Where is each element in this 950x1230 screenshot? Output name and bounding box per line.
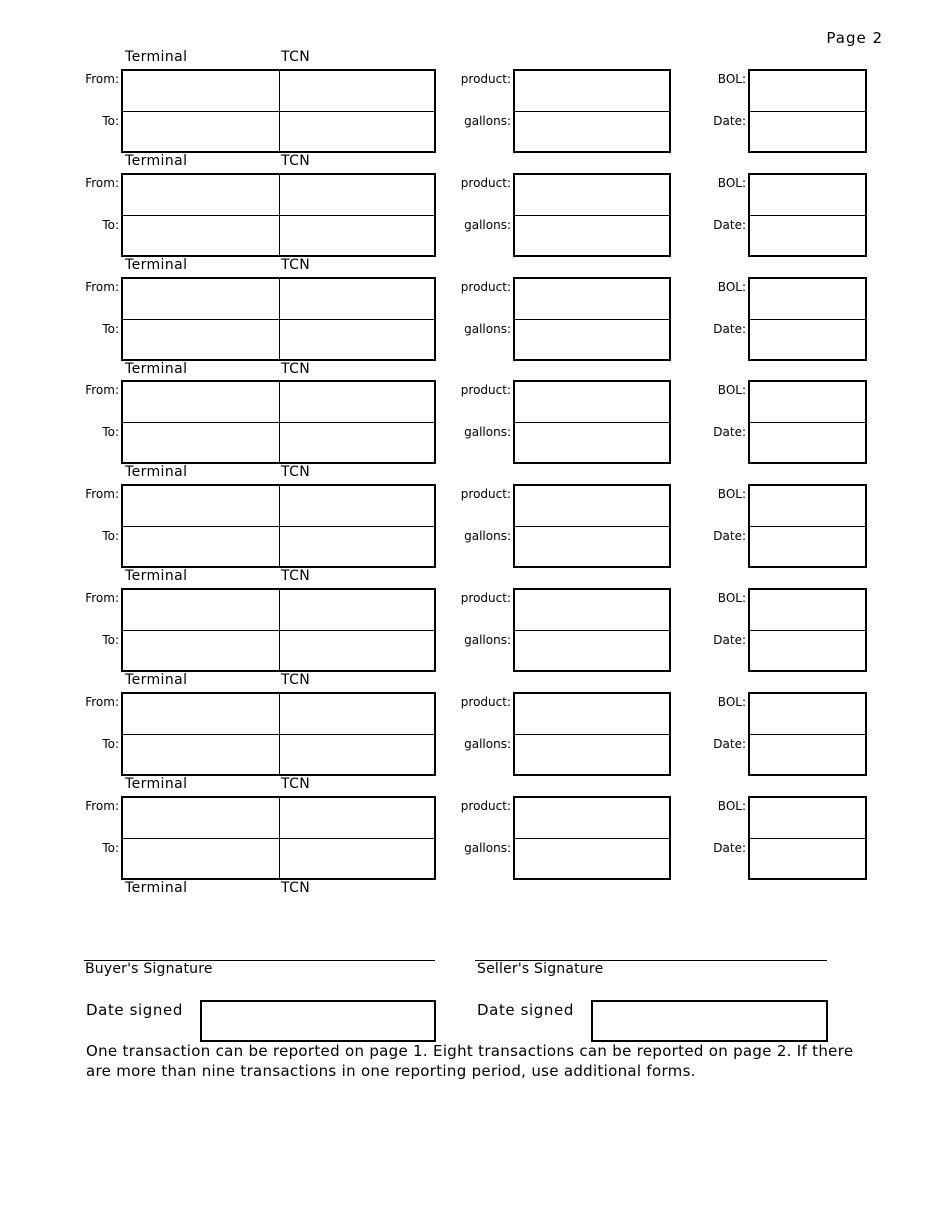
date-label: Date:	[713, 425, 746, 439]
to-terminal-field[interactable]	[123, 839, 277, 877]
to-tcn-field[interactable]	[280, 735, 434, 773]
product-field[interactable]	[515, 175, 669, 213]
product-label: product:	[460, 695, 511, 709]
tcn-column-header: TCN	[281, 776, 311, 792]
product-label: product:	[460, 383, 511, 397]
to-label: To:	[102, 633, 119, 647]
seller-date-signed-label: Date signed	[477, 1001, 574, 1019]
from-terminal-field[interactable]	[123, 279, 277, 317]
bol-label: BOL:	[717, 591, 746, 605]
gallons-field[interactable]	[515, 216, 669, 254]
product-field[interactable]	[515, 798, 669, 836]
from-label: From:	[85, 72, 119, 86]
tcn-column-header: TCN	[281, 361, 311, 377]
product-label: product:	[460, 176, 511, 190]
to-label: To:	[102, 322, 119, 336]
tcn-column-header: TCN	[281, 153, 311, 169]
date-label: Date:	[713, 529, 746, 543]
tcn-column-header: TCN	[281, 672, 311, 688]
date-field[interactable]	[750, 631, 865, 669]
page-number: Page 2	[826, 29, 883, 47]
terminal-column-header: Terminal	[125, 257, 188, 273]
to-label: To:	[102, 529, 119, 543]
from-terminal-field[interactable]	[123, 486, 277, 524]
seller-date-signed-field[interactable]	[591, 1000, 828, 1042]
bol-field[interactable]	[750, 175, 865, 213]
date-label: Date:	[713, 737, 746, 751]
from-terminal-field[interactable]	[123, 71, 277, 109]
gallons-field[interactable]	[515, 735, 669, 773]
to-tcn-field[interactable]	[280, 112, 434, 150]
to-terminal-field[interactable]	[123, 735, 277, 773]
bol-label: BOL:	[717, 487, 746, 501]
bol-field[interactable]	[750, 798, 865, 836]
seller-signature-label: Seller's Signature	[477, 961, 604, 977]
bol-label: BOL:	[717, 383, 746, 397]
product-label: product:	[460, 799, 511, 813]
product-field[interactable]	[515, 486, 669, 524]
from-terminal-field[interactable]	[123, 175, 277, 213]
bol-field[interactable]	[750, 694, 865, 732]
to-terminal-field[interactable]	[123, 527, 277, 565]
gallons-label: gallons:	[464, 529, 511, 543]
date-label: Date:	[713, 841, 746, 855]
gallons-label: gallons:	[464, 218, 511, 232]
buyer-date-signed-label: Date signed	[86, 1001, 183, 1019]
product-label: product:	[460, 591, 511, 605]
date-label: Date:	[713, 218, 746, 232]
product-label: product:	[460, 487, 511, 501]
gallons-label: gallons:	[464, 841, 511, 855]
from-terminal-field[interactable]	[123, 694, 277, 732]
tcn-column-header: TCN	[281, 257, 311, 273]
bol-label: BOL:	[717, 695, 746, 709]
terminal-column-header: Terminal	[125, 568, 188, 584]
product-field[interactable]	[515, 71, 669, 109]
from-tcn-field[interactable]	[280, 279, 434, 317]
gallons-field[interactable]	[515, 320, 669, 358]
to-label: To:	[102, 114, 119, 128]
date-field[interactable]	[750, 320, 865, 358]
to-label: To:	[102, 737, 119, 751]
to-label: To:	[102, 218, 119, 232]
footer-note: One transaction can be reported on page 1. Eight transactions can be reported on page 2. If there are more than nine transactions in one reporting period, use additional forms.	[86, 1042, 854, 1080]
from-tcn-field[interactable]	[280, 694, 434, 732]
from-tcn-field[interactable]	[280, 71, 434, 109]
terminal-column-header: Terminal	[125, 672, 188, 688]
from-terminal-field[interactable]	[123, 382, 277, 420]
terminal-column-header: Terminal	[125, 880, 188, 896]
terminal-column-header: Terminal	[125, 361, 188, 377]
from-tcn-field[interactable]	[280, 175, 434, 213]
terminal-column-header: Terminal	[125, 776, 188, 792]
from-label: From:	[85, 280, 119, 294]
date-label: Date:	[713, 114, 746, 128]
terminal-column-header: Terminal	[125, 464, 188, 480]
date-label: Date:	[713, 322, 746, 336]
from-tcn-field[interactable]	[280, 798, 434, 836]
bol-label: BOL:	[717, 72, 746, 86]
to-tcn-field[interactable]	[280, 320, 434, 358]
gallons-label: gallons:	[464, 114, 511, 128]
to-terminal-field[interactable]	[123, 423, 277, 461]
product-field[interactable]	[515, 382, 669, 420]
gallons-label: gallons:	[464, 737, 511, 751]
to-label: To:	[102, 841, 119, 855]
from-terminal-field[interactable]	[123, 590, 277, 628]
bol-field[interactable]	[750, 590, 865, 628]
date-field[interactable]	[750, 112, 865, 150]
from-label: From:	[85, 799, 119, 813]
to-terminal-field[interactable]	[123, 631, 277, 669]
from-tcn-field[interactable]	[280, 590, 434, 628]
date-field[interactable]	[750, 839, 865, 877]
from-label: From:	[85, 695, 119, 709]
product-field[interactable]	[515, 279, 669, 317]
gallons-field[interactable]	[515, 839, 669, 877]
tcn-column-header: TCN	[281, 49, 311, 65]
to-tcn-field[interactable]	[280, 631, 434, 669]
tcn-column-header: TCN	[281, 464, 311, 480]
date-label: Date:	[713, 633, 746, 647]
date-field[interactable]	[750, 423, 865, 461]
gallons-field[interactable]	[515, 631, 669, 669]
date-field[interactable]	[750, 216, 865, 254]
bol-label: BOL:	[717, 799, 746, 813]
from-label: From:	[85, 176, 119, 190]
gallons-field[interactable]	[515, 423, 669, 461]
to-terminal-field[interactable]	[123, 112, 277, 150]
gallons-label: gallons:	[464, 425, 511, 439]
gallons-field[interactable]	[515, 527, 669, 565]
to-terminal-field[interactable]	[123, 320, 277, 358]
tcn-column-header: TCN	[281, 568, 311, 584]
date-field[interactable]	[750, 735, 865, 773]
terminal-column-header: Terminal	[125, 49, 188, 65]
product-field[interactable]	[515, 694, 669, 732]
to-label: To:	[102, 425, 119, 439]
from-label: From:	[85, 591, 119, 605]
bol-field[interactable]	[750, 279, 865, 317]
gallons-field[interactable]	[515, 112, 669, 150]
tcn-column-header: TCN	[281, 880, 311, 896]
to-tcn-field[interactable]	[280, 839, 434, 877]
product-label: product:	[460, 72, 511, 86]
from-label: From:	[85, 487, 119, 501]
product-field[interactable]	[515, 590, 669, 628]
from-tcn-field[interactable]	[280, 486, 434, 524]
date-field[interactable]	[750, 527, 865, 565]
from-label: From:	[85, 383, 119, 397]
gallons-label: gallons:	[464, 322, 511, 336]
bol-field[interactable]	[750, 486, 865, 524]
buyer-signature-label: Buyer's Signature	[85, 961, 213, 977]
product-label: product:	[460, 280, 511, 294]
from-terminal-field[interactable]	[123, 798, 277, 836]
bol-label: BOL:	[717, 280, 746, 294]
to-tcn-field[interactable]	[280, 527, 434, 565]
from-tcn-field[interactable]	[280, 382, 434, 420]
terminal-column-header: Terminal	[125, 153, 188, 169]
bol-field[interactable]	[750, 382, 865, 420]
to-tcn-field[interactable]	[280, 216, 434, 254]
to-terminal-field[interactable]	[123, 216, 277, 254]
buyer-date-signed-field[interactable]	[200, 1000, 436, 1042]
gallons-label: gallons:	[464, 633, 511, 647]
bol-label: BOL:	[717, 176, 746, 190]
bol-field[interactable]	[750, 71, 865, 109]
to-tcn-field[interactable]	[280, 423, 434, 461]
